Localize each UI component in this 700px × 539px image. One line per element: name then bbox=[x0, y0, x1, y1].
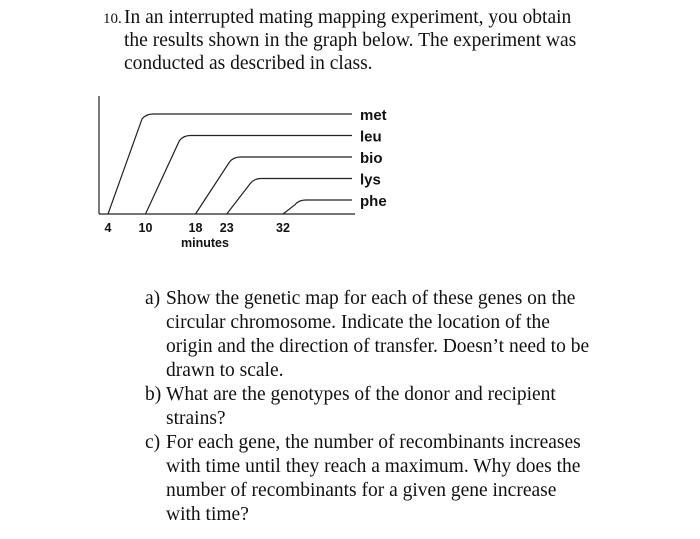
x-tick-label: 23 bbox=[219, 221, 234, 235]
legend-label-phe: phe bbox=[360, 193, 387, 210]
part-c-marker: c) bbox=[145, 432, 161, 453]
question-intro-line-3: conducted as described in class. bbox=[124, 53, 373, 74]
legend-label-met: met bbox=[360, 107, 387, 124]
question-intro-line-1: In an interrupted mating mapping experiment, you obtain bbox=[124, 7, 572, 28]
x-tick-label: 4 bbox=[104, 221, 112, 235]
part-a-line-3: origin and the direction of transfer. Doesn’t need to be bbox=[166, 336, 590, 357]
part-b-line-2: strains? bbox=[166, 408, 226, 429]
part-b-marker: b) bbox=[145, 384, 162, 405]
curve-met bbox=[108, 114, 352, 214]
legend-label-lys: lys bbox=[360, 171, 381, 189]
question-number: 10. bbox=[103, 11, 122, 27]
x-axis-title: minutes bbox=[181, 236, 229, 250]
part-b-line-1: What are the genotypes of the donor and recipient bbox=[166, 384, 556, 405]
legend-label-bio: bio bbox=[360, 150, 383, 167]
part-a-marker: a) bbox=[145, 288, 161, 309]
curve-phe bbox=[283, 200, 352, 214]
part-c-line-3: number of recombinants for a given gene increase bbox=[166, 480, 557, 501]
legend-label-leu: leu bbox=[360, 128, 382, 146]
curve-leu bbox=[146, 136, 353, 215]
x-tick-label: 18 bbox=[188, 221, 203, 235]
part-c-line-1: For each gene, the number of recombinants increases bbox=[166, 432, 581, 453]
x-tick-label: 10 bbox=[138, 221, 153, 235]
part-a-line-1: Show the genetic map for each of these genes on the bbox=[166, 288, 576, 309]
x-tick-label: 32 bbox=[276, 221, 290, 235]
curve-bio bbox=[196, 157, 353, 214]
part-c-line-4: with time? bbox=[166, 504, 249, 525]
part-a-line-2: circular chromosome. Indicate the location of the bbox=[166, 312, 550, 333]
part-c-line-2: with time until they reach a maximum. Why does the bbox=[166, 456, 581, 477]
part-a-line-4: drawn to scale. bbox=[166, 360, 284, 381]
question-intro-line-2: the results shown in the graph below. The experiment was bbox=[124, 30, 577, 51]
